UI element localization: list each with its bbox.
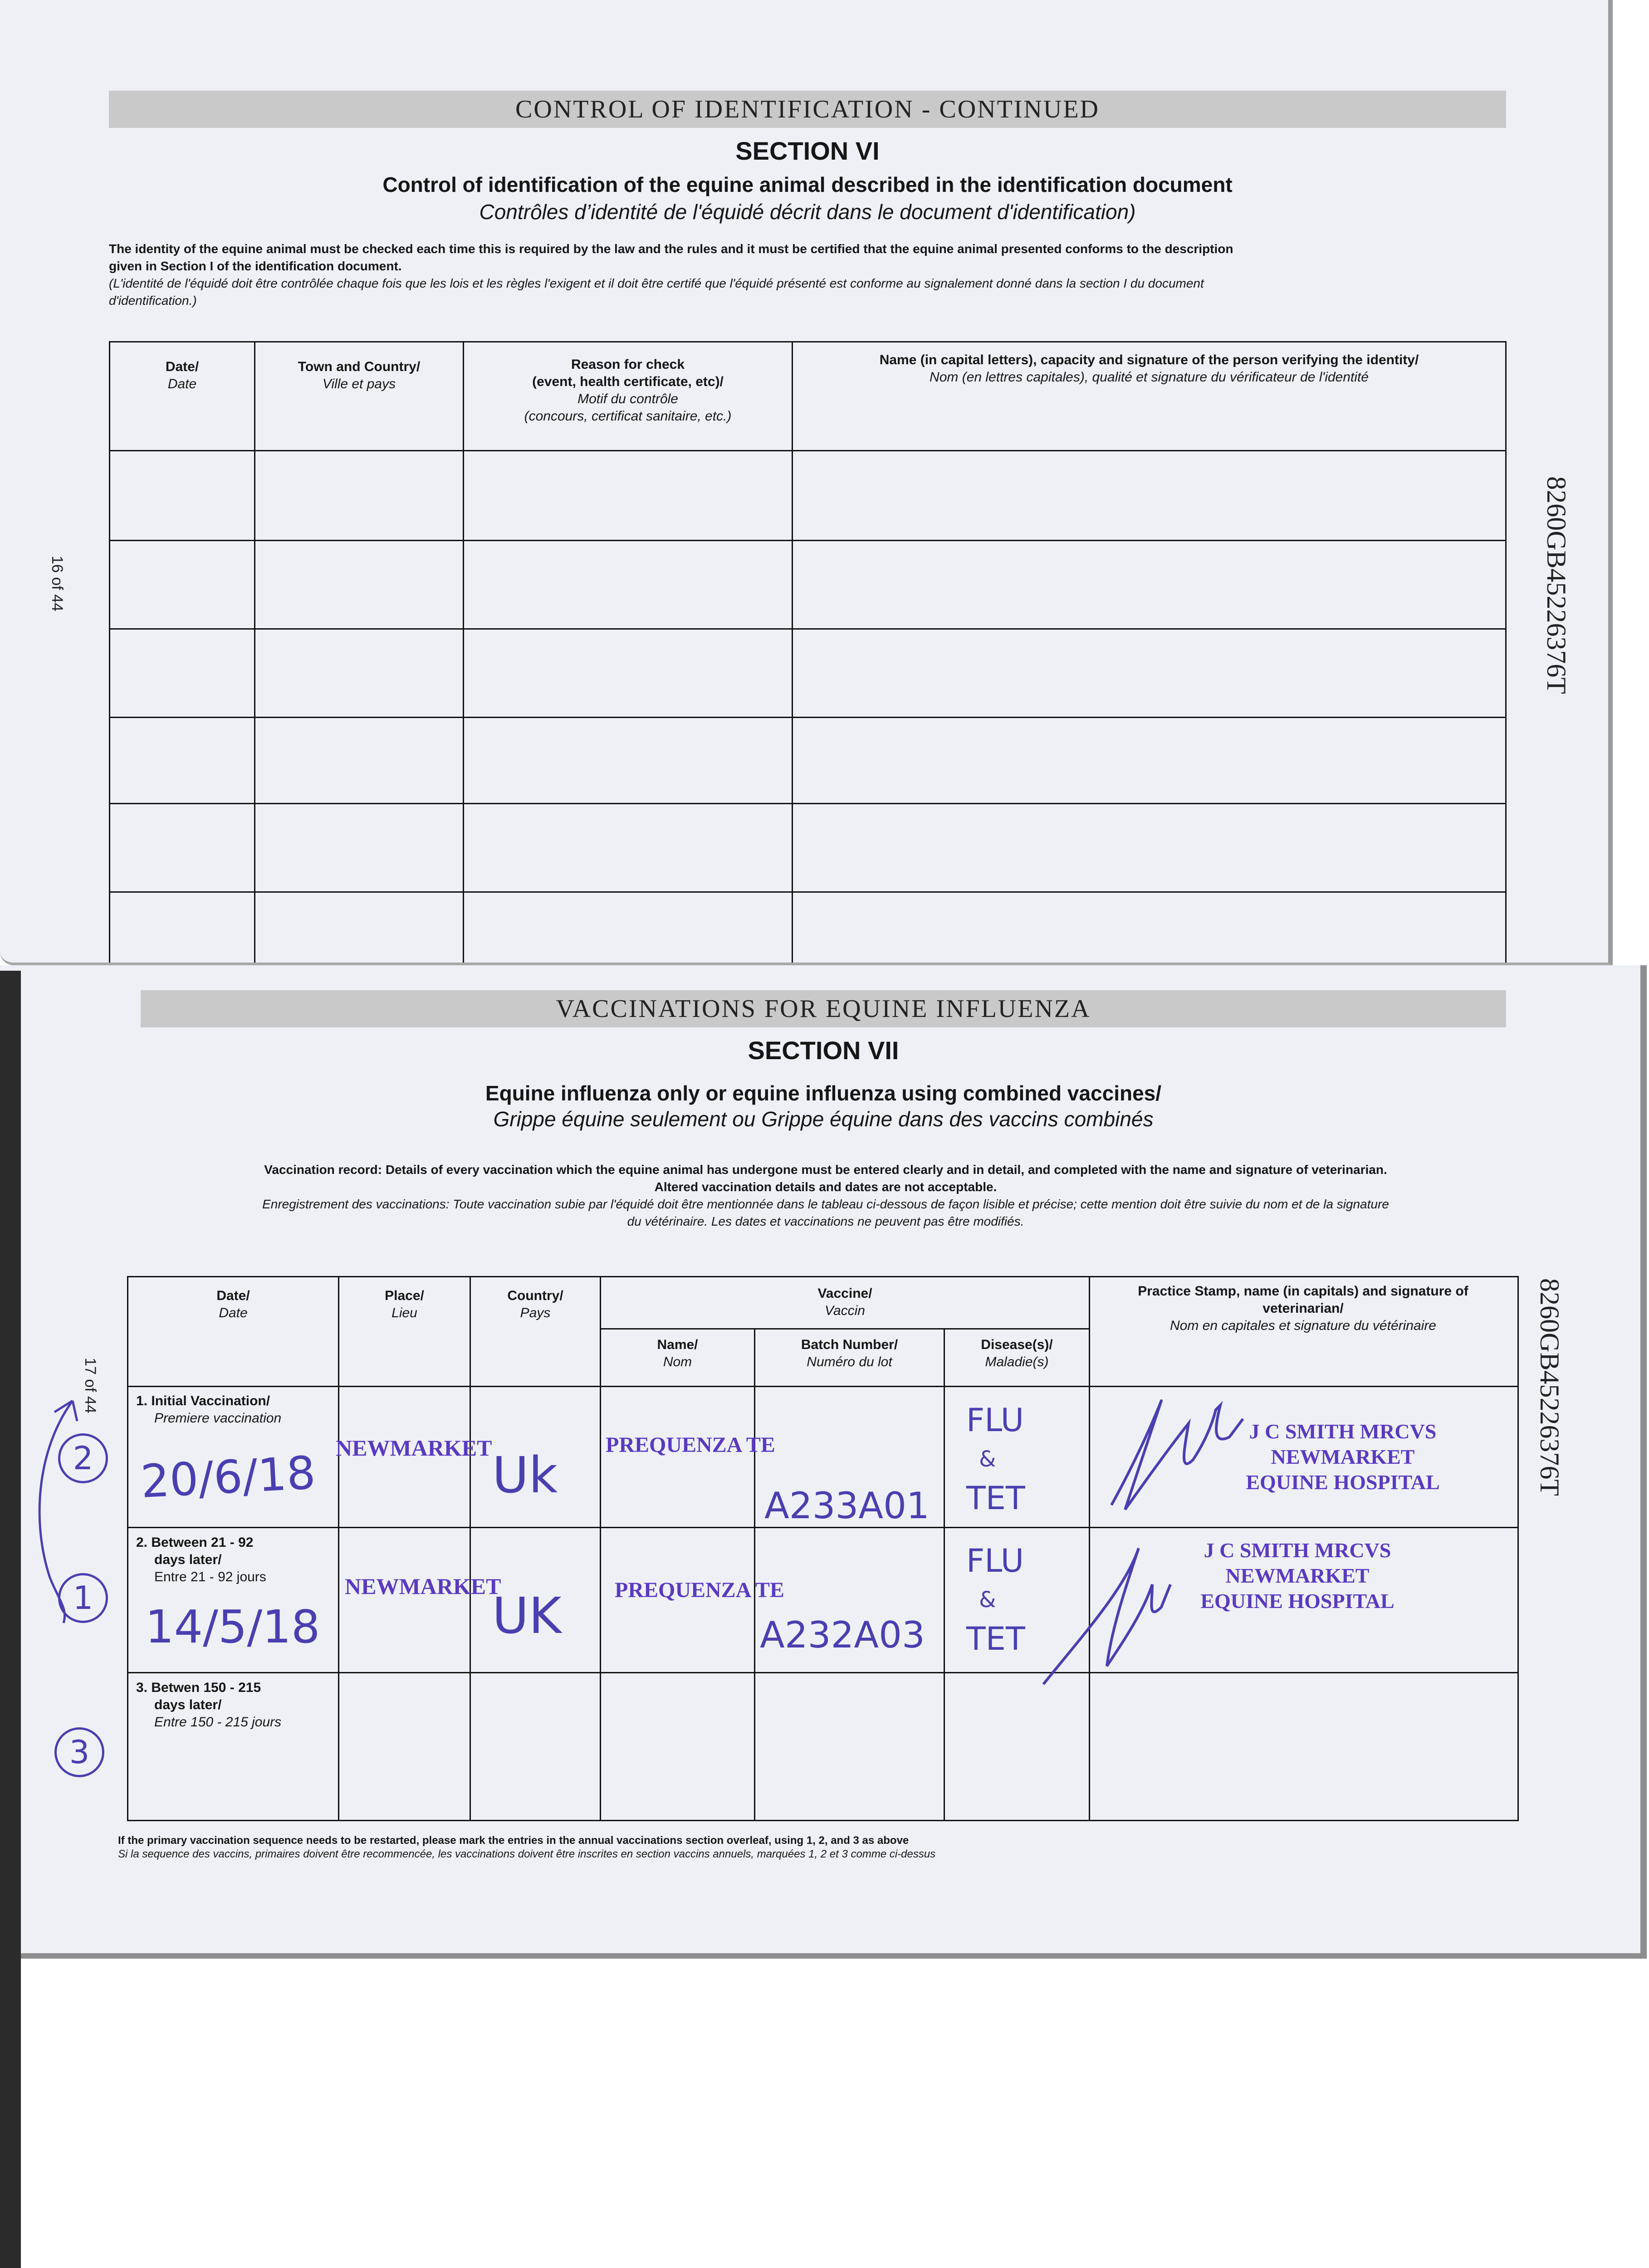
row2-country: UK bbox=[492, 1587, 562, 1645]
passport-number-top: 8260GB45226376T bbox=[1541, 476, 1571, 694]
vaccination-footer-fr: Si la sequence des vaccins, primaires doivent être recommencée, les vaccinations doivent être inscrites en section vaccins annuels, marquées 1, 2 et 3 comme ci-dessus bbox=[118, 1848, 936, 1860]
vaccination-footer-en: If the primary vaccination sequence needs to be restarted, please mark the entries in the annual vaccinations section overleaf, using 1, 2, and 3 as above bbox=[118, 1834, 909, 1847]
row1-batch: A233A01 bbox=[764, 1485, 930, 1527]
vaccine-batch-header: Batch Number/ Numéro du lot bbox=[801, 1337, 898, 1369]
row1-vet-stamp: J C SMITH MRCVS NEWMARKET EQUINE HOSPITAL bbox=[1246, 1420, 1440, 1494]
section-vii-note-fr-1: Enregistrement des vaccinations: Toute vaccination subie par l'équidé doit être mentionnée dans le tableau ci-dessous de façon lisible et précise; cette mention doit être suivie du nom et de la signature bbox=[262, 1197, 1389, 1211]
section-vi-note-en-2: given in Section I of the identification document. bbox=[109, 259, 402, 273]
section-vi-note-en-1: The identity of the equine animal must be checked each time this is required by the law and the rules and it must be certified that the equine animal presented conforms to the description bbox=[109, 242, 1233, 256]
vaccine-place-header: Place/ Lieu bbox=[385, 1288, 424, 1320]
row1-place: NEWMARKET bbox=[336, 1435, 492, 1461]
row2-batch: A232A03 bbox=[760, 1614, 925, 1656]
row1-sequence-circle: 2 bbox=[58, 1433, 108, 1483]
row2-sequence-circle: 1 bbox=[58, 1573, 108, 1623]
vaccine-header: Vaccine/ Vaccin bbox=[817, 1286, 872, 1318]
row1-country: Uk bbox=[492, 1446, 558, 1504]
section-vii-title: SECTION VII bbox=[748, 1036, 899, 1065]
row2-place: NEWMARKET bbox=[345, 1574, 501, 1599]
row1-vaccine-name: PREQUENZA TE bbox=[606, 1433, 775, 1457]
section-vii-note-en-1: Vaccination record: Details of every vaccination which the equine animal has undergone must be entered clearly and in detail, and completed with the name and signature of veterinarian. bbox=[264, 1163, 1387, 1177]
vaccine-date-header: Date/ Date bbox=[216, 1288, 250, 1320]
col-town-header: Town and Country/ Ville et pays bbox=[298, 359, 421, 391]
row2-disease: FLU & TET bbox=[966, 1542, 1025, 1657]
section-vi-subtitle-en: Control of identification of the equine animal described in the identification document bbox=[382, 173, 1233, 196]
vaccine-name-header: Name/ Nom bbox=[657, 1337, 698, 1369]
row2-vet-signature bbox=[989, 1530, 1179, 1693]
section-vi-note-fr-2: d'identification.) bbox=[109, 293, 197, 308]
col-reason-header: Reason for check (event, health certificate, etc)/ Motif du contrôle (concours, certificat sanitaire, etc.) bbox=[524, 357, 732, 424]
row2-vaccine-name: PREQUENZA TE bbox=[615, 1578, 784, 1602]
col-date-header: Date/ Date bbox=[165, 359, 199, 391]
row-third-label: 3. Betwen 150 - 215 days later/ Entre 150 - 215 jours bbox=[136, 1680, 282, 1730]
section-vii-note-fr-2: du vétérinaire. Les dates et vaccinations ne peuvent pas être modifiés. bbox=[627, 1214, 1024, 1228]
row2-date: 14/5/18 bbox=[145, 1600, 320, 1653]
section-vii-subtitle-fr: Grippe équine seulement ou Grippe équine dans des vaccins combinés bbox=[493, 1107, 1154, 1131]
section-vii-note-en-2: Altered vaccination details and dates are not acceptable. bbox=[654, 1180, 997, 1194]
row-initial-label: 1. Initial Vaccination/ Premiere vaccination bbox=[136, 1393, 282, 1426]
page-number-16: 16 of 44 bbox=[49, 556, 66, 611]
vaccine-country-header: Country/ Pays bbox=[507, 1288, 563, 1320]
section-vi-note-fr-1: (L'identité de l'équidé doit être contrôlée chaque fois que les lois et les règles l'exigent et il doit être certifé que l'équidé présenté est conforme au signalement donné dans la section I du document bbox=[109, 276, 1204, 290]
section-vii-subtitle-en: Equine influenza only or equine influenza using combined vaccines/ bbox=[485, 1081, 1162, 1105]
row2-vet-stamp: J C SMITH MRCVS NEWMARKET EQUINE HOSPITAL bbox=[1200, 1539, 1395, 1613]
section-vi-subtitle-fr: Contrôles d’identité de l'équidé décrit dans le document d'identification) bbox=[479, 200, 1136, 224]
section-vii-banner: VACCINATIONS FOR EQUINE INFLUENZA bbox=[141, 990, 1506, 1027]
vaccine-disease-header: Disease(s)/ Maladie(s) bbox=[981, 1337, 1053, 1369]
book-cover-edge bbox=[0, 971, 21, 2268]
row-second-label: 2. Between 21 - 92 days later/ Entre 21 - 92 jours bbox=[136, 1535, 266, 1584]
row1-date: 20/6/18 bbox=[139, 1446, 317, 1509]
row1-disease: FLU & TET bbox=[966, 1402, 1025, 1517]
col-verifier-header: Name (in capital letters), capacity and signature of the person verifying the identity/ Nom (en lettres capitales), qualité et signature du vérificateur de l'identité bbox=[879, 352, 1419, 385]
page-number-17: 17 of 44 bbox=[82, 1358, 99, 1413]
section-vi-title: SECTION VI bbox=[735, 137, 880, 165]
vet-stamp-header: Practice Stamp, name (in capitals) and signature of veterinarian/ Nom en capitales et signature du vétérinaire bbox=[1138, 1284, 1468, 1333]
page-17 bbox=[0, 965, 1647, 1959]
passport-number-bottom: 8260GB45226376T bbox=[1535, 1278, 1565, 1496]
section-vi-banner: CONTROL OF IDENTIFICATION - CONTINUED bbox=[109, 91, 1506, 128]
row3-sequence-circle: 3 bbox=[54, 1727, 104, 1777]
page-16 bbox=[0, 0, 1613, 965]
reorder-arrow bbox=[18, 1387, 95, 1641]
